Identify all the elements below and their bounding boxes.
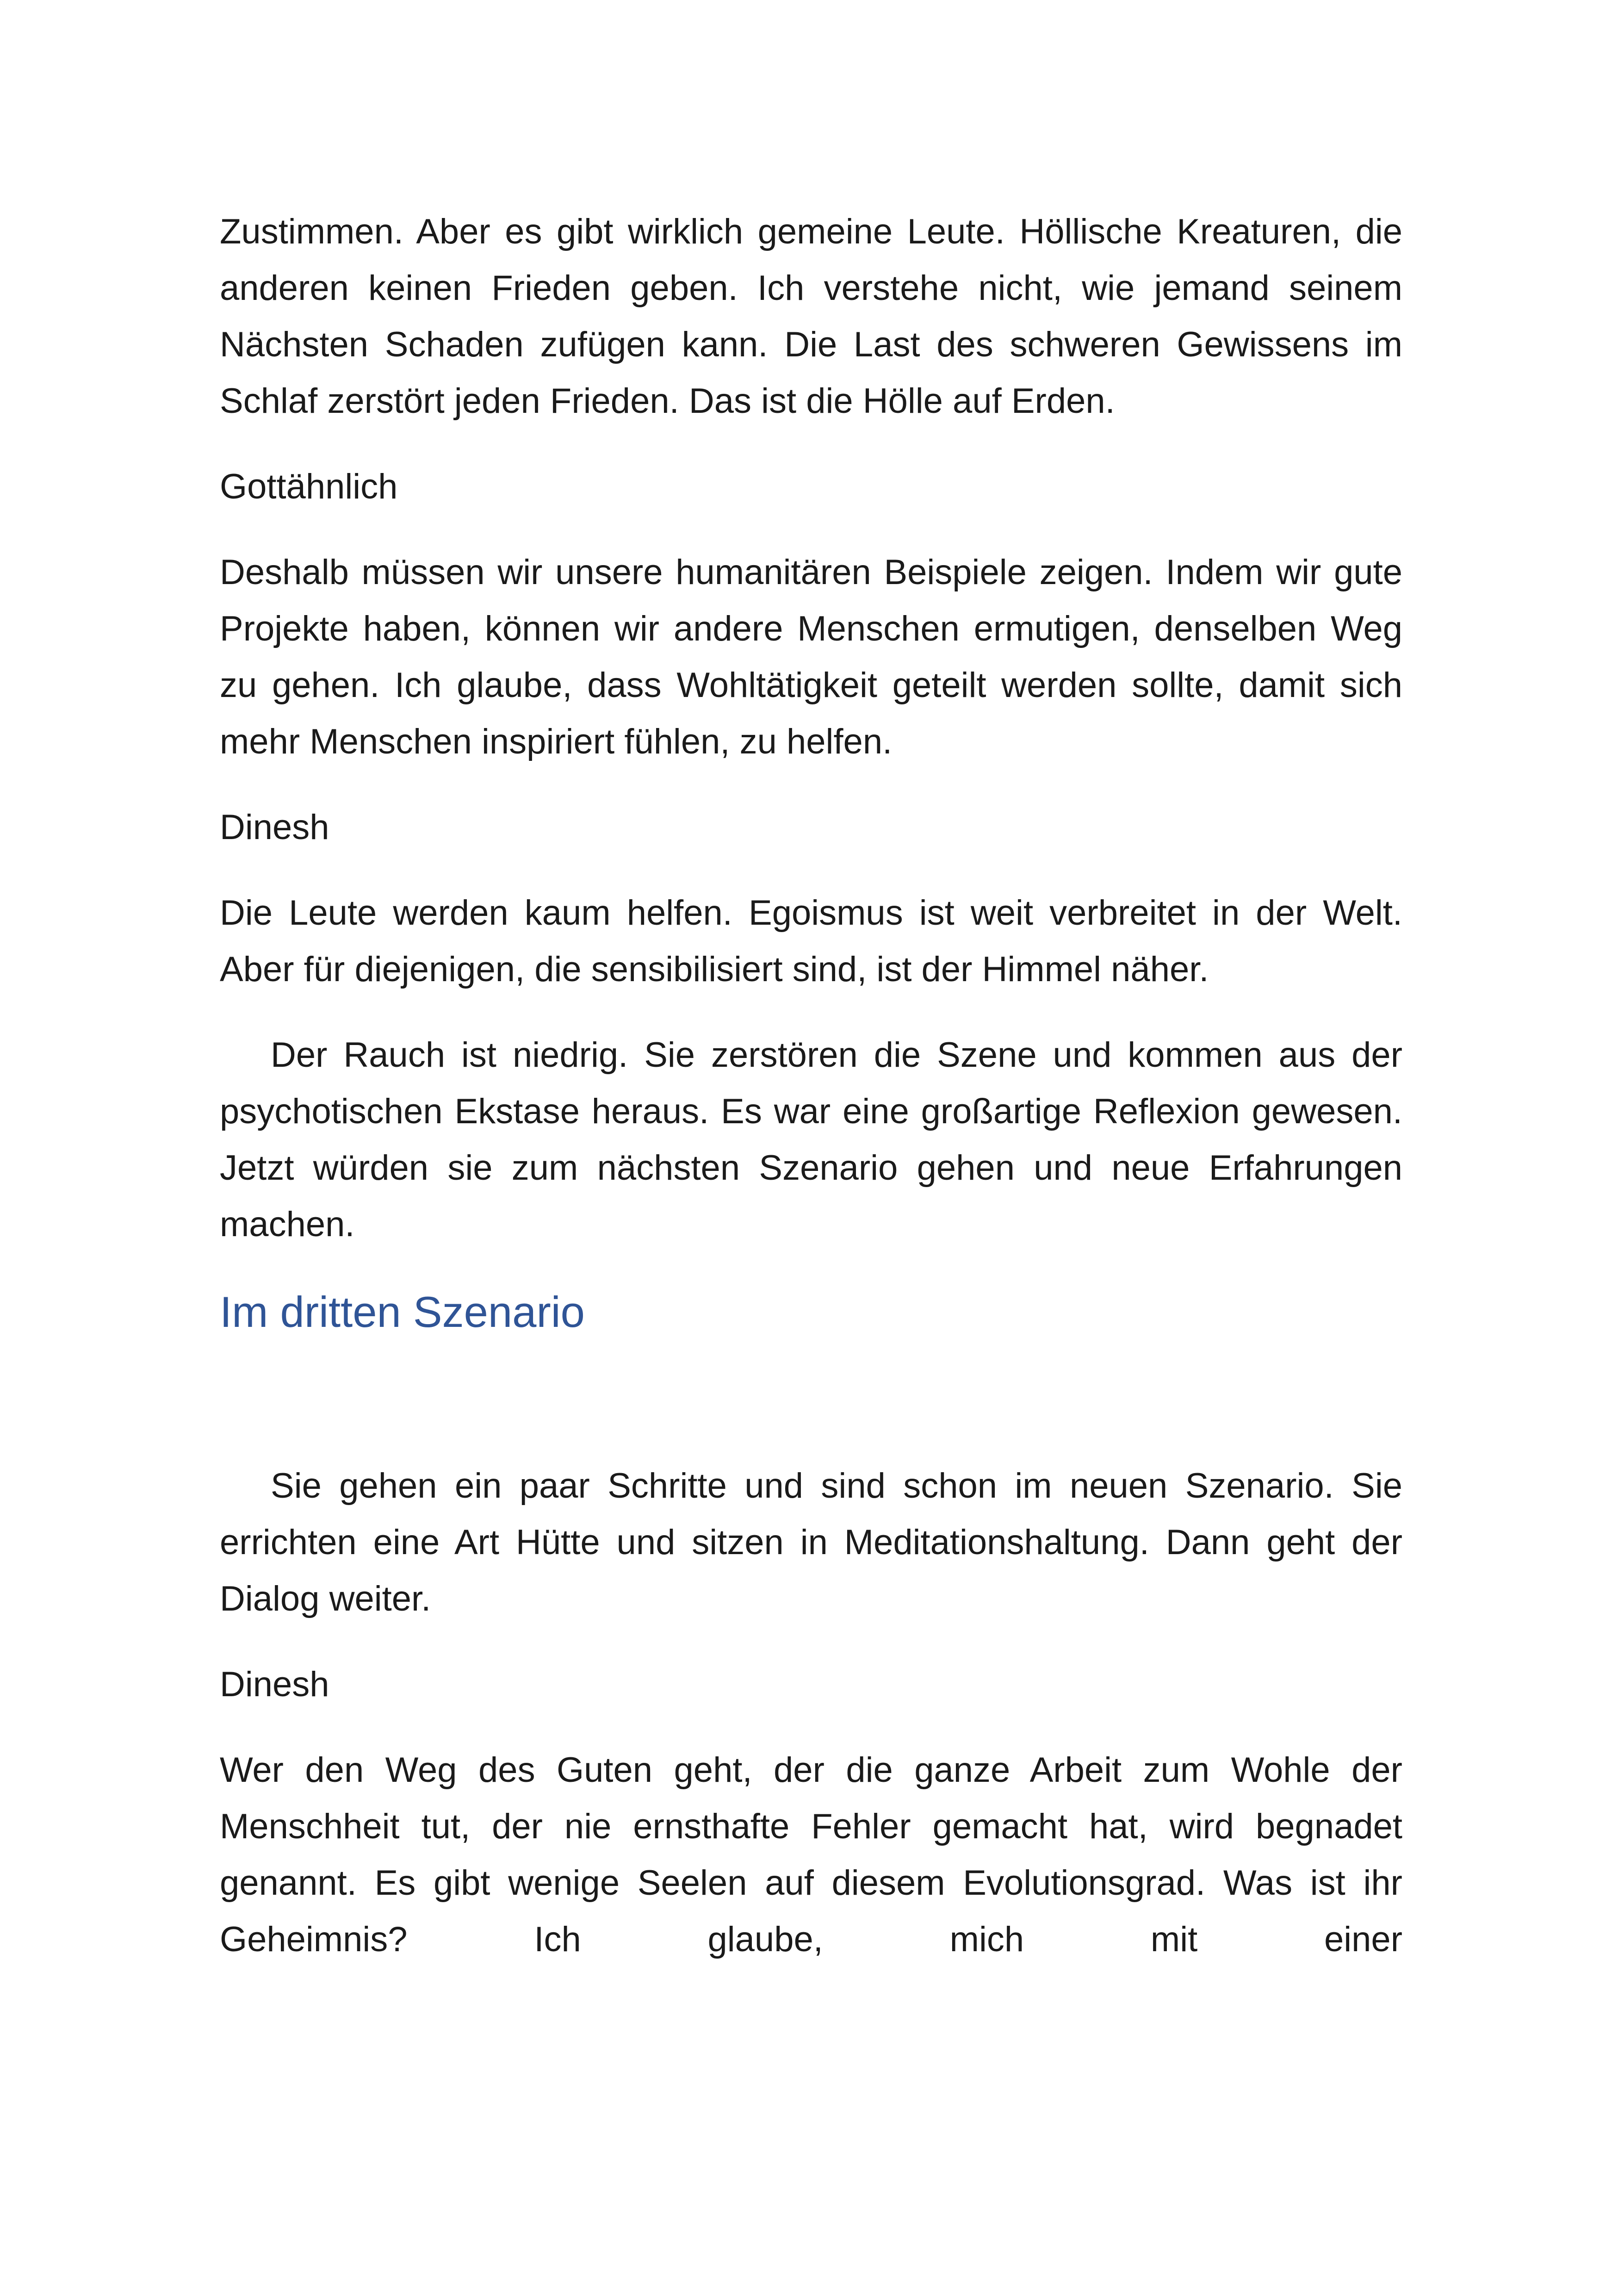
narration-paragraph: Der Rauch ist niedrig. Sie zerstören die Szene und kommen aus der psychotischen Ekstase heraus. Es war eine großartige Reflexion gewesen. Jetzt würden sie zum nächsten Szenario gehen und neue Erfahrungen machen. bbox=[220, 1035, 1402, 1244]
speaker-name: Dinesh bbox=[220, 1665, 329, 1704]
narration-paragraph: Sie gehen ein paar Schritte und sind schon im neuen Szenario. Sie errichten eine Art Hütte und sitzen in Meditationshaltung. Dann geht der Dialog weiter. bbox=[220, 1466, 1402, 1618]
document-body bbox=[220, 204, 1402, 1997]
paragraph: Zustimmen. Aber es gibt wirklich gemeine Leute. Höllische Kreaturen, die anderen keinen Frieden geben. Ich verstehe nicht, wie jemand seinem Nächsten Schaden zufügen kann. Die Last des schweren Gewissens im Schlaf zerstört jeden Frieden. Das ist die Hölle auf Erden. bbox=[220, 212, 1402, 421]
speaker-name: Dinesh bbox=[220, 808, 329, 847]
paragraph: Die Leute werden kaum helfen. Egoismus ist weit verbreitet in der Welt. Aber für diejenigen, die sensibilisiert sind, ist der Himmel näher. bbox=[220, 893, 1402, 989]
section-heading: Im dritten Szenario bbox=[220, 1288, 585, 1336]
paragraph: Deshalb müssen wir unsere humanitären Beispiele zeigen. Indem wir gute Projekte haben, können wir andere Menschen ermutigen, denselben Weg zu gehen. Ich glaube, dass Wohltätigkeit geteilt werden sollte, damit sich mehr Menschen inspiriert fühlen, zu helfen. bbox=[220, 553, 1402, 761]
paragraph: Wer den Weg des Guten geht, der die ganze Arbeit zum Wohle der Menschheit tut, der nie ernsthafte Fehler gemacht hat, wird begnadet genannt. Es gibt wenige Seelen auf diesem Evolutionsgrad. Was ist ihr Geheimnis? Ich glaube, mich mit einer bbox=[220, 1750, 1402, 1959]
speaker-name: Gottähnlich bbox=[220, 467, 398, 506]
